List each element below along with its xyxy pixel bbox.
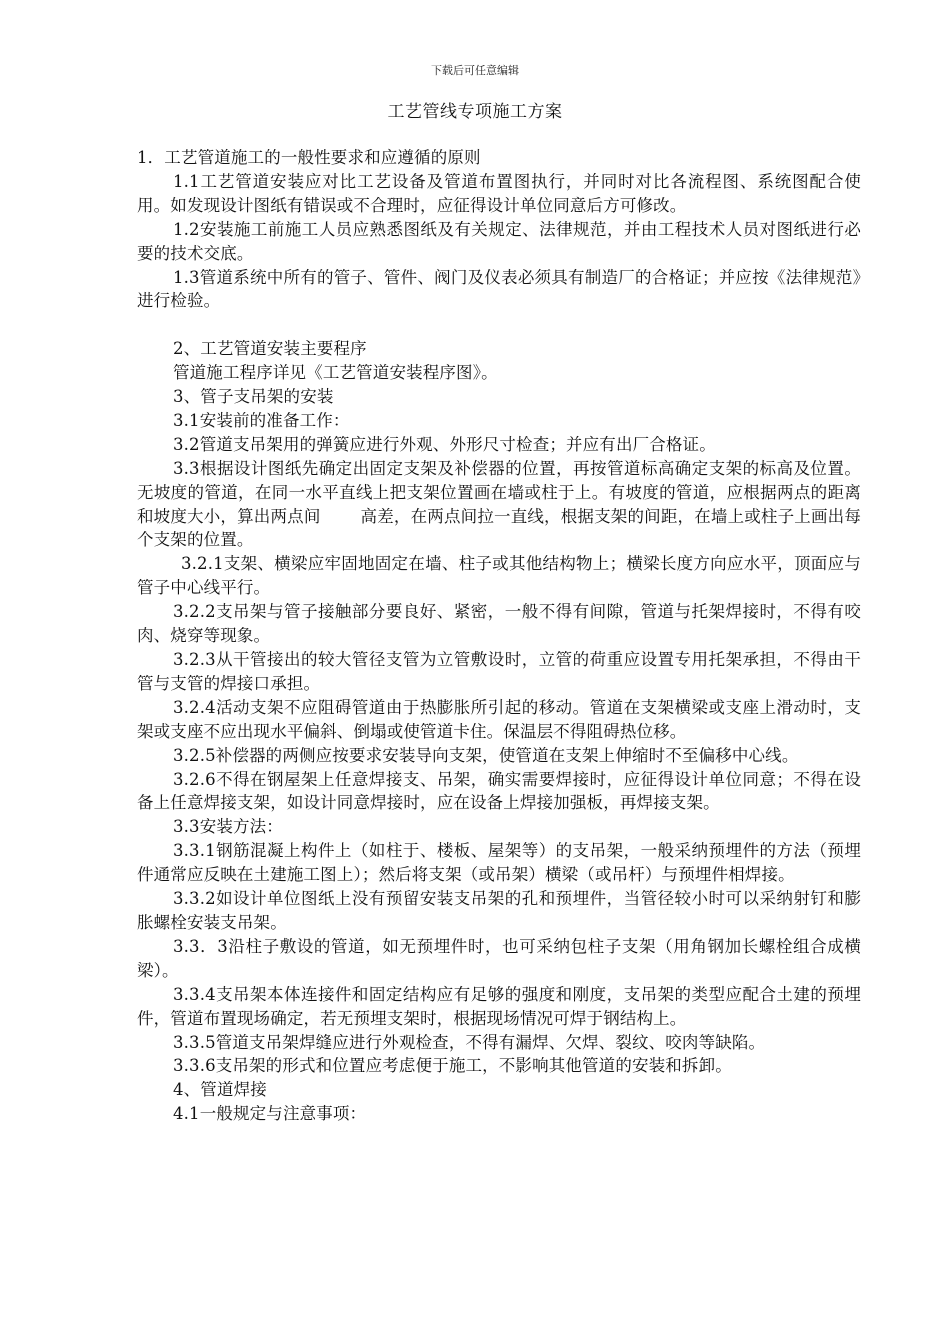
paragraph-1-1: 1.1工艺管道安装应对比工艺设备及管道布置图执行，并同时对比各流程图、系统图配合使用。如发现设计图纸有错误或不合理时，应征得设计单位同意后方可修改。 [137,171,861,215]
paragraph-3-3-heading: 3.3安装方法： [173,817,283,837]
paragraph-3-3-6: 3.3.6支吊架的形式和位置应考虑便于施工，不影响其他管道的安装和拆卸。 [173,1056,732,1076]
document-body [137,146,861,1126]
section-heading-4: 4、管道焊接 [173,1080,267,1100]
paragraph-3-2: 3.2管道支吊架用的弹簧应进行外观、外形尺寸检查；并应有出厂合格证。 [173,434,716,454]
paragraph-2: 管道施工程序详见《工艺管道安装程序图》。 [173,363,498,383]
paragraph-3-3-1: 3.3.1钢筋混凝上构件上（如柱于、楼板、屋架等）的支吊架，一般采纳预埋件的方法（预埋件通常应反映在土建施工图上）；然后将支架（或吊架）横梁（或吊杆）与预埋件相焊接。 [137,841,861,885]
blank-line [137,313,861,337]
paragraph-1-2: 1.2安装施工前施工人员应熟悉图纸及有关规定、法律规范，并由工程技术人员对图纸进行必要的技术交底。 [137,219,861,263]
paragraph-3-2-6: 3.2.6不得在钢屋架上任意焊接支、吊架，确实需要焊接时，应征得设计单位同意；不得在设备上任意焊接支架，如设计同意焊接时，应在设备上焊接加强板，再焊接支架。 [137,769,861,813]
paragraph-3-3-2: 3.3.2如设计单位图纸上没有预留安装支吊架的孔和预埋件，当管径较小时可以采纳射钉和膨胀螺栓安装支吊架。 [137,889,861,932]
paragraph-3-2-5: 3.2.5补偿器的两侧应按要求安装导向支架，使管道在支架上伸缩时不至偏移中心线。 [173,745,799,765]
paragraph-3-3-3: 3.3．3沿柱子敷设的管道，如无预埋件时，也可采纳包柱子支架（用角钢加长螺栓组合成横梁）。 [137,936,861,980]
section-heading-1: 1．工艺管道施工的一般性要求和应遵循的原则 [137,148,481,167]
paragraph-3-3-5: 3.3.5管道支吊架焊缝应进行外观检查，不得有漏焊、欠焊、裂纹、咬肉等缺陷。 [173,1032,766,1052]
paragraph-3-2-2: 3.2.2支吊架与管子接触部分要良好、紧密，一般不得有间隙，管道与托架焊接时，不得有咬肉、烧穿等现象。 [137,602,861,646]
header-note: 下载后可任意编辑 [431,64,519,77]
section-heading-2: 2、工艺管道安装主要程序 [173,339,367,359]
page-title: 工艺管线专项施工方案 [387,102,563,122]
section-heading-3: 3、管子支吊架的安装 [173,387,334,407]
paragraph-3-2-3: 3.2.3从干管接出的较大管径支管为立管敷设时，立管的荷重应设置专用托架承担，不得由干管与支管的焊接口承担。 [137,650,861,693]
paragraph-3-3-part-b: 高差，在两点间拉一直线，根据支架的间距，在墙上或柱子上画出每个支架的位置。 [137,506,861,550]
paragraph-1-3: 1.3管道系统中所有的管子、管件、阀门及仪表必须具有制造厂的合格证；并应按《法律规范》进行检验。 [137,267,861,311]
paragraph-3-2-4: 3.2.4活动支架不应阻碍管道由于热膨胀所引起的移动。管道在支架横梁或支座上滑动时，支架或支座不应出现水平偏斜、倒塌或使管道卡住。保温层不得阻碍热位移。 [137,697,861,741]
paragraph-3-3-4: 3.3.4支吊架本体连接件和固定结构应有足够的强度和刚度，支吊架的类型应配合土建的预埋件，管道布置现场确定，若无预埋支架时，根据现场情况可焊于钢结构上。 [137,984,861,1028]
paragraph-4-1: 4.1一般规定与注意事项： [173,1104,367,1124]
paragraph-3-2-1: 3.2.1支架、横梁应牢固地固定在墙、柱子或其他结构物上；横梁长度方向应水平，顶面应与管子中心线平行。 [137,554,861,598]
paragraph-3-3 [137,457,861,553]
paragraph-3-3-part-a: 3.3根据设计图纸先确定出固定支架及补偿器的位置，再按管道标高确定支架的标高及位置。无坡度的管道，在同一水平直线上把支架位置画在墙或柱于上。有坡度的管道，应根据两点的距离和坡度大小，算出两点间 [137,458,861,526]
paragraph-3-1: 3.1安装前的准备工作： [173,410,350,430]
